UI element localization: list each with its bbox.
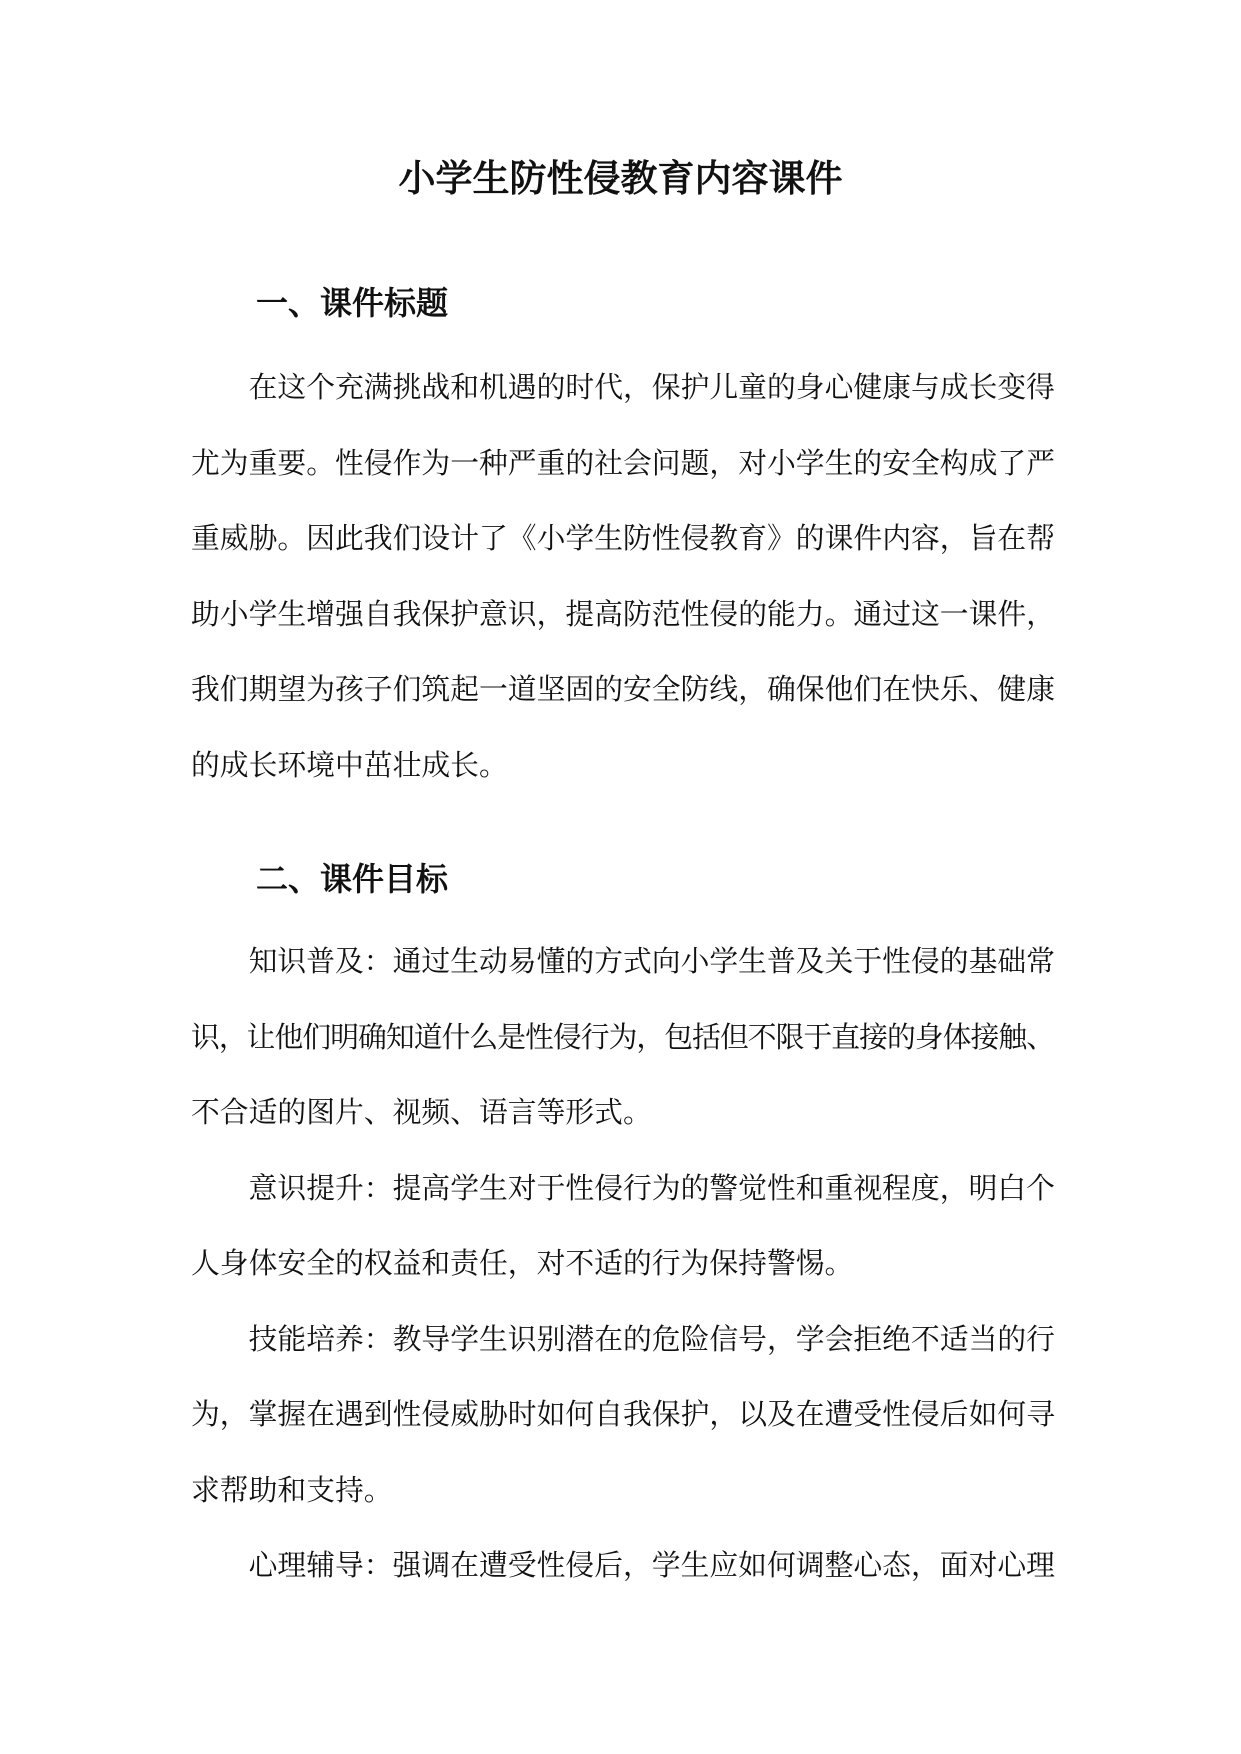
text-line: 不合适的图片、视频、语言等形式。 [191, 1097, 652, 1129]
text-line: 识，让他们明确知道什么是性侵行为，包括但不限于直接的身体接触、 [191, 1021, 1055, 1054]
text-line: 知识普及：通过生动易懂的方式向小学生普及关于性侵的基础常 [248, 946, 1055, 978]
text-line: 尤为重要。性侵作为一种严重的社会问题，对小学生的安全构成了严 [191, 447, 1055, 480]
paragraph [191, 1152, 1055, 1303]
text-line: 重威胁。因此我们设计了《小学生防性侵教育》的课件内容，旨在帮 [191, 523, 1055, 555]
paragraph [191, 925, 1055, 1152]
text-line: 为，掌握在遇到性侵威胁时如何自我保护，以及在遭受性侵后如何寻 [191, 1399, 1055, 1431]
section-heading: 二、课件目标 [256, 861, 449, 897]
section-body [191, 351, 1055, 804]
section-body [191, 925, 1055, 1605]
document-title: 小学生防性侵教育内容课件 [398, 159, 843, 200]
text-line: 我们期望为孩子们筑起一道坚固的安全防线，确保他们在快乐、健康 [191, 674, 1055, 706]
text-line: 心理辅导：强调在遭受性侵后，学生应如何调整心态，面对心理 [248, 1550, 1055, 1582]
text-line: 人身体安全的权益和责任，对不适的行为保持警惕。 [191, 1248, 854, 1280]
paragraph [191, 1529, 1055, 1605]
text-line: 的成长环境中茁壮成长。 [191, 749, 508, 782]
section-heading: 一、课件标题 [256, 285, 449, 321]
text-line: 意识提升：提高学生对于性侵行为的警觉性和重视程度，明白个 [248, 1172, 1055, 1205]
text-line: 技能培养：教导学生识别潜在的危险信号，学会拒绝不适当的行 [248, 1323, 1055, 1356]
paragraph [191, 351, 1055, 804]
paragraph [191, 1303, 1055, 1530]
text-line: 求帮助和支持。 [191, 1474, 393, 1507]
text-line: 在这个充满挑战和机遇的时代，保护儿童的身心健康与成长变得 [248, 372, 1055, 404]
text-line: 助小学生增强自我保护意识，提高防范性侵的能力。通过这一课件， [191, 598, 1055, 631]
